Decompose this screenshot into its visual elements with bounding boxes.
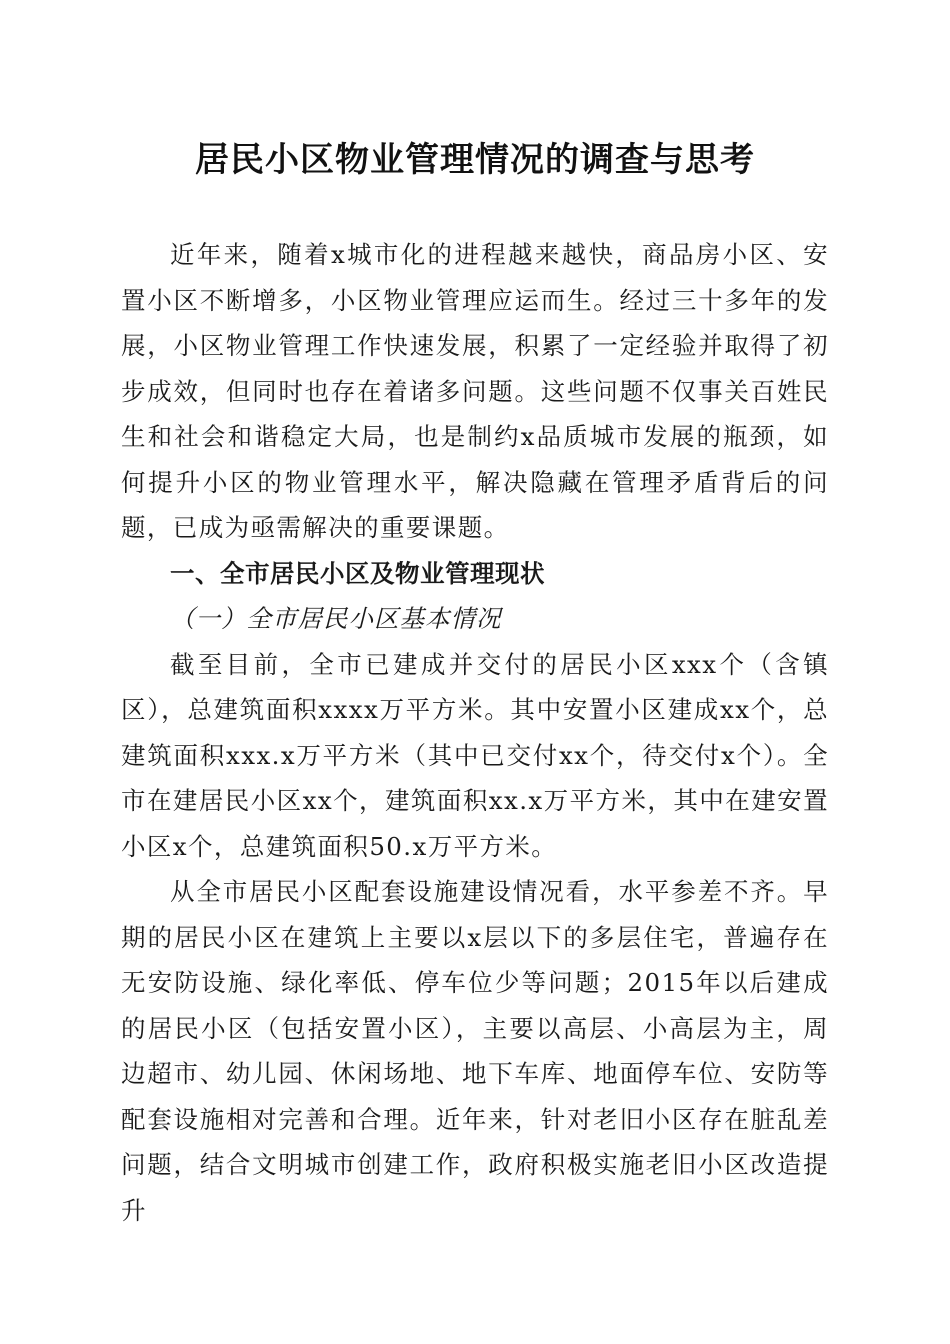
section-heading: 一、全市居民小区及物业管理现状 — [170, 558, 545, 588]
intro-paragraph: 近年来，随着x城市化的进程越来越快，商品房小区、安置小区不断增多，小区物业管理应运而生。经过三十多年的发展，小区物业管理工作快速发展，积累了一定经验并取得了初步成效，但同时也存在着诸多问题。这些问题不仅事关百姓民生和社会和谐稳定大局，也是制约x品质城市发展的瓶颈，如何提升小区的物业管理水平，解决隐藏在管理矛盾背后的问题，已成为亟需解决的重要课题。 — [121, 240, 829, 542]
document-title: 居民小区物业管理情况的调查与思考 — [195, 140, 755, 180]
body-paragraph: 从全市居民小区配套设施建设情况看，水平参差不齐。早期的居民小区在建筑上主要以x层以下的多层住宅，普遍存在无安防设施、绿化率低、停车位少等问题；2015年以后建成的居民小区（包括安置小区），主要以高层、小高层为主，周边超市、幼儿园、休闲场地、地下车库、地面停车位、安防等配套设施相对完善和合理。近年来，针对老旧小区存在脏乱差问题，结合文明城市创建工作，政府积极实施老旧小区改造提升 — [121, 877, 829, 1225]
body-paragraph: 截至目前，全市已建成并交付的居民小区xxx个（含镇区），总建筑面积xxxx万平方米。其中安置小区建成xx个，总建筑面积xxx.x万平方米（其中已交付xx个，待交付x个）。全市在建居民小区xx个，建筑面积xx.x万平方米，其中在建安置小区x个，总建筑面积50.x万平方米。 — [121, 649, 829, 861]
subsection-heading: （一）全市居民小区基本情况 — [170, 604, 502, 633]
document-body — [121, 232, 829, 1233]
